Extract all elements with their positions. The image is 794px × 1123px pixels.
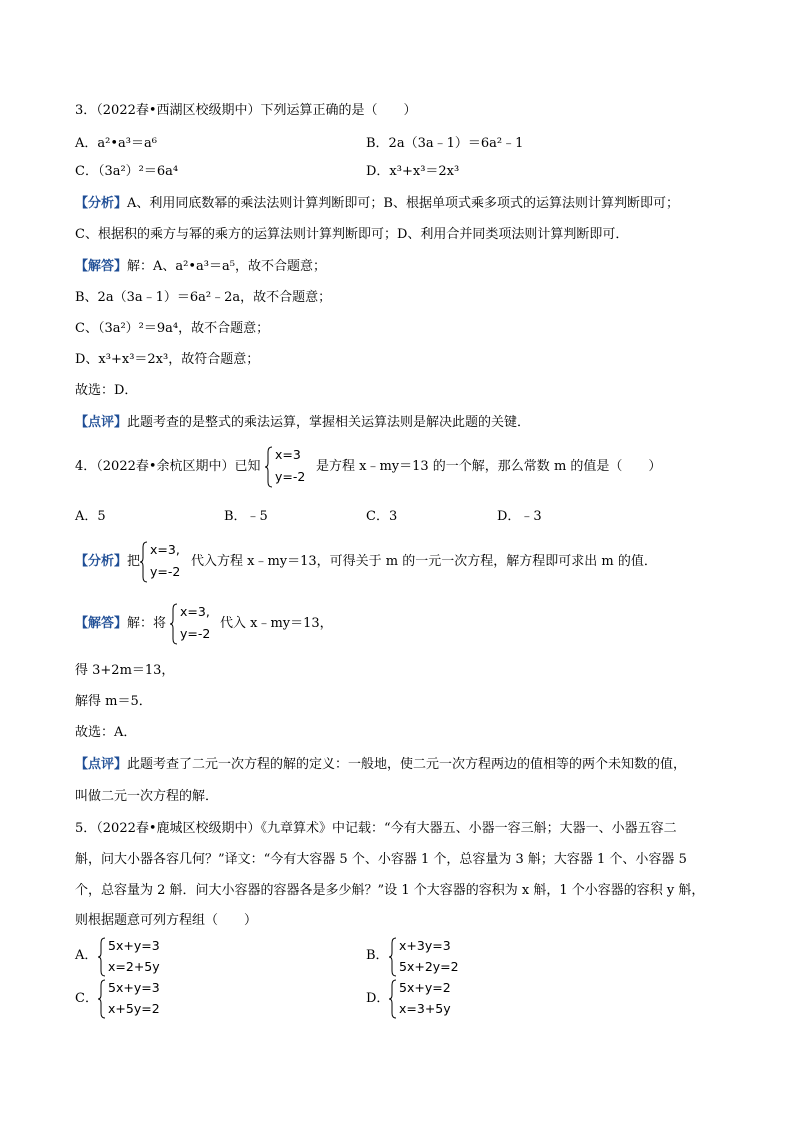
- q4-option-c: C．3: [366, 509, 398, 524]
- q4-answer-post: 代入 x﹣my＝13，: [220, 616, 333, 631]
- q3-answer-line-2: B、2a（3a﹣1）＝6a²﹣2a，故不合题意；: [75, 290, 332, 305]
- q3-option-b: B．2a（3a﹣1）＝6a²﹣1: [366, 136, 524, 151]
- q5-option-b-row-2: 5x+2y=2: [399, 959, 459, 974]
- q4-equation-system: [265, 446, 311, 488]
- analysis-tag: 【分析】: [75, 554, 128, 569]
- q4-analysis-line: [75, 553, 140, 571]
- q4-stem: [75, 458, 261, 476]
- q5-option-a-label: A．: [75, 948, 98, 963]
- q3-option-a: A．a²•a³＝a⁶: [75, 136, 157, 151]
- answer-tag: 【解答】: [75, 616, 128, 631]
- brace-icon: [98, 979, 106, 1019]
- q4-analysis-system-row-2: y=-2: [150, 564, 181, 579]
- q3-answer-line-3: C、（3a²）²＝9a⁴，故不合题意；: [75, 321, 270, 336]
- q4-answer-system-row-2: y=-2: [180, 626, 211, 641]
- q4-system-row-2: y=-2: [275, 469, 306, 484]
- q5-option-b-label: B．: [366, 948, 389, 963]
- comment-tag: 【点评】: [75, 757, 128, 772]
- q5-option-d-row-1: 5x+y=2: [399, 980, 451, 995]
- comment-tag: 【点评】: [75, 415, 128, 430]
- q3-answer-text-1: 解：A、a²•a³＝a⁵，故不合题意；: [127, 259, 326, 274]
- q4-stem-pre: 4．（2022春•余杭区期中）已知: [75, 459, 261, 474]
- q5-option-d-label: D．: [366, 991, 390, 1006]
- q3-comment-line-1: [75, 414, 530, 432]
- q4-system-row-1: x=3: [275, 447, 301, 462]
- q4-answer-line-1: [75, 615, 166, 633]
- q3-answer-line-4: D、x³+x³＝2x³，故符合题意；: [75, 352, 260, 367]
- q4-comment-text-1: 此题考查了二元一次方程的解的定义：一般地，使二元一次方程两边的值相等的两个未知数的值，: [127, 757, 687, 772]
- brace-icon: [265, 446, 273, 488]
- q4-option-a: A．5: [75, 509, 106, 524]
- q5-option-c-row-1: 5x+y=3: [108, 980, 160, 995]
- q5-option-c-row-2: x+5y=2: [108, 1001, 160, 1016]
- q3-option-d: D．x³+x³＝2x³: [366, 164, 460, 179]
- q4-comment-line-2: 叫做二元一次方程的解．: [75, 789, 219, 804]
- brace-icon: [98, 937, 106, 977]
- q5-option-c-label: C．: [75, 991, 98, 1006]
- q3-answer-line-5: 故选：D．: [75, 383, 138, 398]
- q3-option-c: C．（3a²）²＝6a⁴: [75, 164, 179, 179]
- q5-option-d-row-2: x=3+5y: [399, 1001, 451, 1016]
- q5-stem-line-1: 5．（2022春•鹿城区校级期中）《九章算术》中记载：“今有大器五、小器一容三斛；大器一、小器五容二: [75, 821, 677, 836]
- q5-stem-line-4: 则根据题意可列方程组（ ）: [75, 913, 258, 928]
- q3-comment-text-1: 此题考查的是整式的乘法运算，掌握相关运算法则是解决此题的关键．: [127, 415, 531, 430]
- q4-answer-system: [170, 603, 216, 645]
- q3-answer-line-1: [75, 258, 326, 276]
- answer-tag: 【解答】: [75, 259, 128, 274]
- q4-analysis-system: [140, 541, 186, 583]
- q3-analysis-line-1: [75, 195, 679, 213]
- q4-answer-system-row-1: x=3,: [180, 604, 210, 619]
- q4-analysis-system-row-1: x=3,: [150, 542, 180, 557]
- brace-icon: [140, 541, 148, 583]
- q3-analysis-line-2: C、根据积的乘方与幂的乘方的运算法则计算判断即可；D、利用合并同类项法则计算判断即可．: [75, 227, 629, 242]
- q5-option-b-row-1: x+3y=3: [399, 938, 451, 953]
- q4-analysis-pre: 把: [127, 554, 141, 569]
- q5-option-d-system: [389, 979, 455, 1019]
- brace-icon: [170, 603, 178, 645]
- q5-stem-line-2: 斛，问大小器各容几何？”译文：“今有大容器 5 个、小容器 1 个，总容量为 3 斛；大容器 1 个、小容器 5: [75, 852, 687, 867]
- q5-stem-line-3: 个，总容量为 2 斛．问大小容器的容器各是多少斛？”设 1 个大容器的容积为 x 斛，1 个小容器的容积 y 斛，: [75, 883, 705, 898]
- q4-answer-line-3: 解得 m＝5．: [75, 694, 152, 709]
- analysis-tag: 【分析】: [75, 196, 128, 211]
- q4-comment-line-1: [75, 756, 686, 774]
- q4-answer-pre: 解：将: [127, 616, 167, 631]
- q4-option-b: B．﹣5: [224, 509, 268, 524]
- q5-option-a-row-1: 5x+y=3: [108, 938, 160, 953]
- q5-option-a-system: [98, 937, 164, 977]
- q4-option-d: D．﹣3: [497, 509, 542, 524]
- q3-analysis-text-1: A、利用同底数幂的乘法法则计算判断即可；B、根据单项式乘多项式的运算法则计算判断即可；: [127, 196, 679, 211]
- q5-option-c-system: [98, 979, 164, 1019]
- q4-stem-post: 是方程 x﹣my＝13 的一个解，那么常数 m 的值是（ ）: [316, 459, 662, 474]
- q3-stem: 3．（2022春•西湖区校级期中）下列运算正确的是（ ）: [75, 103, 417, 118]
- q4-answer-line-4: 故选：A．: [75, 725, 137, 740]
- q5-option-b-system: [389, 937, 461, 977]
- brace-icon: [389, 979, 397, 1019]
- q4-answer-line-2: 得 3+2m＝13，: [75, 663, 175, 678]
- q5-option-a-row-2: x=2+5y: [108, 959, 160, 974]
- brace-icon: [389, 937, 397, 977]
- q4-analysis-post: 代入方程 x﹣my＝13，可得关于 m 的一元一次方程，解方程即可求出 m 的值．: [191, 554, 657, 569]
